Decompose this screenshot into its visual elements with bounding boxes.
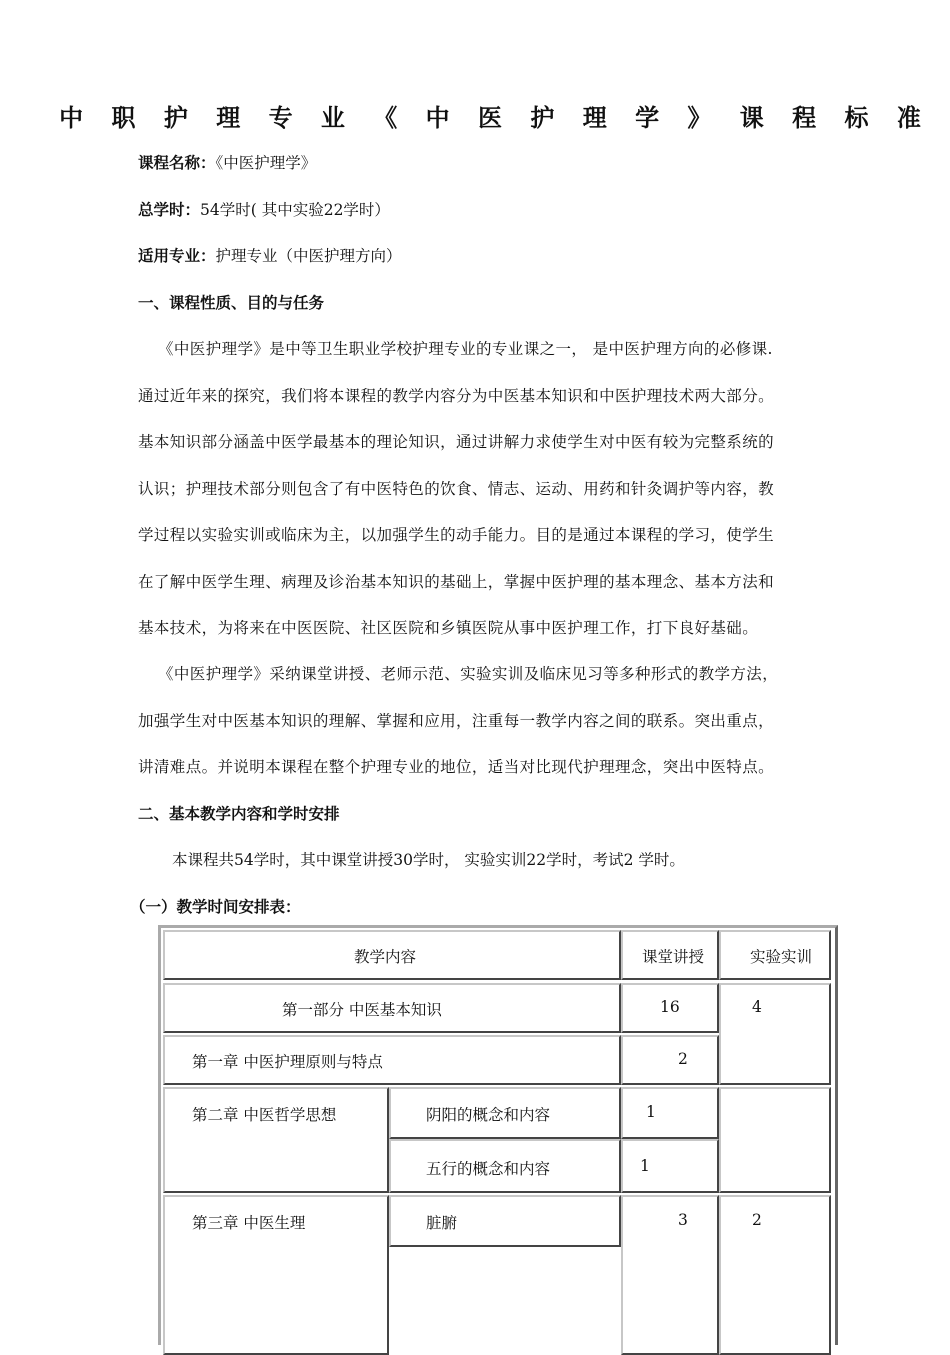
major-line bbox=[138, 244, 402, 266]
paragraph-line: 讲清难点。并说明本课程在整个护理专业的地位，适当对比现代护理理念，突出中医特点。 bbox=[138, 758, 775, 776]
chapter2-sub2: 五行的概念和内容 bbox=[426, 1160, 551, 1178]
paragraph-line: 认识；护理技术部分则包含了有中医特色的饮食、情志、运动、用药和针灸调护等内容，教 bbox=[138, 480, 775, 498]
chapter3-lecture: 3 bbox=[678, 1211, 688, 1229]
table-cell bbox=[719, 1087, 831, 1193]
table-cell bbox=[621, 1087, 719, 1139]
page-title: 中 职 护 理 专 业 《 中 医 护 理 学 》 课 程 标 准 bbox=[59, 104, 931, 132]
table-cell bbox=[621, 1195, 719, 1355]
paragraph-line: 学过程以实验实训或临床为主，以加强学生的动手能力。目的是通过本课程的学习，使学生 bbox=[138, 526, 775, 544]
chapter3-practice: 2 bbox=[752, 1211, 762, 1229]
table-cell bbox=[621, 1035, 719, 1085]
chapter2-sub1: 阴阳的概念和内容 bbox=[426, 1106, 551, 1124]
total-hours-value: 54学时( 其中实验22学时） bbox=[200, 201, 390, 219]
course-name-label: 课程名称： bbox=[138, 154, 216, 172]
paragraph-line: 基本技术，为将来在中医医院、社区医院和乡镇医院从事中医护理工作，打下良好基础。 bbox=[138, 619, 759, 637]
part1-label: 第一部分 中医基本知识 bbox=[282, 1001, 442, 1019]
chapter2-label: 第二章 中医哲学思想 bbox=[192, 1106, 337, 1124]
chapter2-sub2-lecture: 1 bbox=[640, 1157, 650, 1175]
major-label: 适用专业： bbox=[138, 247, 216, 265]
table-cell bbox=[719, 983, 831, 1085]
part1-practice: 4 bbox=[752, 998, 762, 1016]
major-value: 护理专业（中医护理方向） bbox=[215, 247, 402, 265]
table-cell bbox=[389, 1195, 621, 1247]
section1-heading: 一、课程性质、目的与任务 bbox=[138, 294, 325, 312]
section2-heading: 二、基本教学内容和学时安排 bbox=[138, 805, 340, 823]
part1-lecture: 16 bbox=[660, 998, 680, 1016]
paragraph-line: 在了解中医学生理、病理及诊治基本知识的基础上，掌握中医护理的基本理念、基本方法和 bbox=[138, 573, 775, 591]
section2-intro: 本课程共54学时，其中课堂讲授30学时， 实验实训22学时，考试2 学时。 bbox=[172, 851, 685, 869]
paragraph-line: 加强学生对中医基本知识的理解、掌握和应用，注重每一教学内容之间的联系。突出重点， bbox=[138, 712, 775, 730]
paragraph-line: 《中医护理学》采纳课堂讲授、老师示范、实验实训及临床见习等多种形式的教学方法， bbox=[158, 665, 779, 683]
course-name-value: 《中医护理学》 bbox=[215, 154, 317, 172]
header-practice: 实验实训 bbox=[750, 948, 813, 966]
table-cell bbox=[719, 1195, 831, 1355]
paragraph-line: 基本知识部分涵盖中医学最基本的理论知识，通过讲解力求使学生对中医有较为完整系统的 bbox=[138, 433, 775, 451]
chapter3-label: 第三章 中医生理 bbox=[192, 1214, 306, 1232]
paragraph-line: 通过近年来的探究，我们将本课程的教学内容分为中医基本知识和中医护理技术两大部分。 bbox=[138, 387, 775, 405]
chapter3-sub1: 脏腑 bbox=[426, 1214, 458, 1232]
header-content: 教学内容 bbox=[354, 948, 417, 966]
course-name-line bbox=[138, 151, 316, 173]
schedule-table bbox=[158, 925, 838, 1345]
paragraph-line: 《中医护理学》是中等卫生职业学校护理专业的专业课之一， 是中医护理方向的必修课. bbox=[158, 340, 773, 358]
chapter1-label: 第一章 中医护理原则与特点 bbox=[192, 1053, 383, 1071]
chapter2-sub1-lecture: 1 bbox=[646, 1103, 656, 1121]
header-lecture: 课堂讲授 bbox=[642, 948, 705, 966]
total-hours-label: 总学时： bbox=[138, 201, 201, 219]
total-hours-line bbox=[138, 198, 390, 220]
chapter1-lecture: 2 bbox=[678, 1050, 688, 1068]
schedule-subheading: （一）教学时间安排表： bbox=[130, 898, 301, 916]
table-cell bbox=[621, 1139, 719, 1193]
